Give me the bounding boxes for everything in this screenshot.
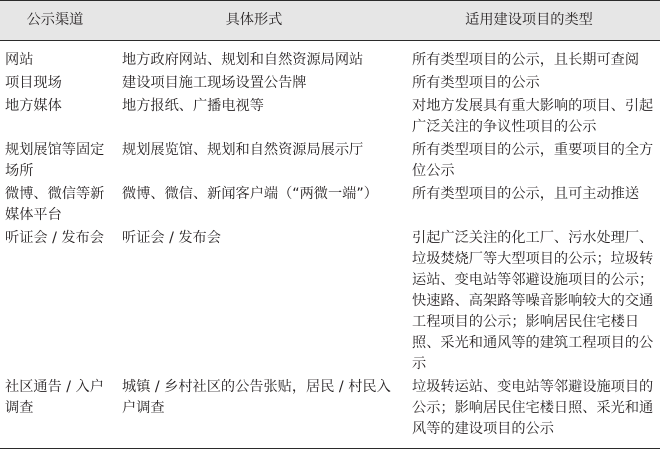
- header-row: [0, 1, 660, 41]
- cell-project-type: 所有类型项目的公示，重要项目的全方位公示: [412, 142, 654, 179]
- cell-project-type: 引起广泛关注的化工厂、污水处理厂、垃圾焚烧厂等大型项目的公示；垃圾转运站、变电站等邻避设施项目的公示；快速路、高架路等噪音影响较大的交通工程项目的公示；影响居民住宅楼日照、采光和通风等的建筑工程项目的公示: [412, 230, 654, 372]
- header-channel: 公示渠道: [0, 1, 110, 41]
- table-body: [0, 41, 660, 449]
- cell-project-type: 所有类型项目的公示，且可主动推送: [412, 186, 640, 202]
- cell-channel: 听证会 / 发布会: [5, 230, 104, 246]
- cell-form: 城镇 / 乡村社区的公告张贴，居民 / 村民入户调查: [110, 375, 398, 449]
- cell-channel: 社区通告 / 入户调查: [0, 375, 110, 449]
- table-row: [0, 71, 660, 94]
- cell-channel: 网站: [5, 52, 34, 68]
- table-row: [0, 375, 660, 449]
- cell-project-type: 所有类型项目的公示: [412, 75, 540, 91]
- table-header: [0, 1, 660, 41]
- cell-project-type: 垃圾转运站、变电站等邻避设施项目的公示；影响居民住宅楼日照、采光和通风等的建设项目的公示: [398, 375, 660, 449]
- header-project-type: 适用建设项目的类型: [398, 1, 660, 41]
- cell-form: 地方政府网站、规划和自然资源局网站: [122, 52, 364, 68]
- cell-form: 听证会 / 发布会: [122, 230, 221, 246]
- header-form: 具体形式: [110, 1, 398, 41]
- cell-form: 规划展览馆、规划和自然资源局展示厅: [122, 142, 364, 158]
- table-row: [0, 41, 660, 72]
- table-row: [0, 182, 660, 226]
- table-row: [0, 138, 660, 182]
- cell-project-type: 所有类型项目的公示，且长期可查阅: [412, 52, 640, 68]
- cell-form: 地方报纸、广播电视等: [122, 98, 264, 114]
- cell-project-type: 对地方发展具有重大影响的项目、引起广泛关注的争议性项目的公示: [412, 98, 654, 135]
- table-row: [0, 94, 660, 138]
- cell-channel: 微博、微信等新媒体平台: [5, 186, 105, 223]
- cell-form: 建设项目施工现场设置公告牌: [122, 75, 307, 91]
- cell-form: 微博、微信、新闻客户端（“两微一端”）: [122, 186, 378, 202]
- cell-channel: 地方媒体: [5, 98, 62, 114]
- cell-channel: 项目现场: [5, 75, 62, 91]
- cell-channel: 规划展馆等固定场所: [5, 142, 105, 179]
- table-row: [0, 226, 660, 375]
